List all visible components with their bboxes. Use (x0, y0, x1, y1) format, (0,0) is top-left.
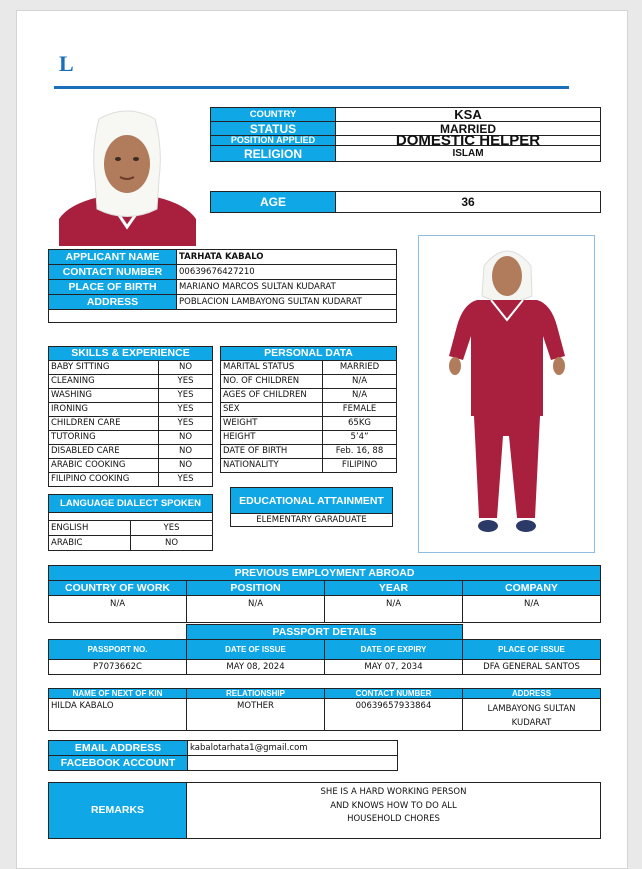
personal-value: 5’4” (323, 431, 397, 445)
skills-title: SKILLS & EXPERIENCE (49, 347, 213, 361)
age-label: AGE (211, 192, 336, 213)
employment-header: YEAR (325, 581, 463, 596)
employment-header: POSITION (187, 581, 325, 596)
header-rule (54, 86, 569, 89)
remarks-table (48, 782, 601, 839)
personal-title: PERSONAL DATA (221, 347, 397, 361)
skills-table (48, 346, 213, 487)
personal-value: FILIPINO (323, 459, 397, 473)
language-table (48, 494, 213, 551)
skill-name: TUTORING (49, 431, 159, 445)
position-label: POSITION APPLIED (211, 136, 336, 146)
passport-header: PASSPORT NO. (49, 640, 187, 660)
country-value: KSA (336, 108, 601, 122)
facebook-value (188, 756, 398, 771)
skill-name: CHILDREN CARE (49, 417, 159, 431)
employment-header: COUNTRY OF WORK (49, 581, 187, 596)
personal-value: N/A (323, 375, 397, 389)
personal-label: WEIGHT (221, 417, 323, 431)
employment-header: COMPANY (463, 581, 601, 596)
kin-address-line: LAMBAYONG SULTAN (487, 704, 576, 714)
passport-cell: MAY 08, 2024 (187, 660, 325, 675)
remarks-label: REMARKS (49, 783, 187, 839)
employment-cell: N/A (463, 596, 601, 623)
personal-label: NO. OF CHILDREN (221, 375, 323, 389)
address-value: POBLACION LAMBAYONG SULTAN KUDARAT (177, 295, 397, 310)
skill-value: YES (159, 389, 213, 403)
age-block (210, 191, 601, 213)
language-value: YES (131, 521, 213, 536)
language-title: LANGUAGE DIALECT SPOKEN (49, 495, 213, 513)
personal-label: HEIGHT (221, 431, 323, 445)
skill-name: WASHING (49, 389, 159, 403)
education-table (230, 487, 393, 527)
skill-name: IRONING (49, 403, 159, 417)
applicant-name-value: TARHATA KABALO (177, 250, 397, 265)
kin-name: HILDA KABALO (49, 699, 187, 731)
passport-blank (463, 625, 601, 640)
skill-value: NO (159, 445, 213, 459)
language-spacer (49, 513, 213, 521)
status-value: MARRIED (336, 122, 601, 136)
employment-cell: N/A (325, 596, 463, 623)
kin-relationship: MOTHER (187, 699, 325, 731)
skill-value: NO (159, 431, 213, 445)
religion-label: RELIGION (211, 146, 336, 162)
personal-value: N/A (323, 389, 397, 403)
headshot-photo (59, 109, 196, 246)
language-name: ARABIC (49, 536, 131, 551)
applicant-block (48, 249, 397, 323)
skill-name: FILIPINO COOKING (49, 473, 159, 487)
personal-value: 65KG (323, 417, 397, 431)
top-info-block (210, 107, 601, 162)
skill-value: YES (159, 403, 213, 417)
full-body-photo (418, 235, 595, 553)
personal-label: SEX (221, 403, 323, 417)
kin-contact: 00639657933864 (325, 699, 463, 731)
kin-address-line: KUDARAT (511, 718, 552, 728)
kin-header: CONTACT NUMBER (325, 689, 463, 699)
passport-cell: MAY 07, 2034 (325, 660, 463, 675)
passport-header: DATE OF ISSUE (187, 640, 325, 660)
skill-name: CLEANING (49, 375, 159, 389)
kin-header: ADDRESS (463, 689, 601, 699)
skill-value: NO (159, 459, 213, 473)
blank-row (49, 310, 397, 323)
personal-label: AGES OF CHILDREN (221, 389, 323, 403)
remarks-text (187, 783, 601, 839)
passport-header: PLACE OF ISSUE (463, 640, 601, 660)
passport-blank (49, 625, 187, 640)
remarks-line: SHE IS A HARD WORKING PERSON (320, 787, 467, 797)
personal-label: MARITAL STATUS (221, 361, 323, 375)
status-label: STATUS (211, 122, 336, 136)
kin-address (463, 699, 601, 731)
personal-label: DATE OF BIRTH (221, 445, 323, 459)
skill-value: YES (159, 473, 213, 487)
employment-title: PREVIOUS EMPLOYMENT ABROAD (49, 566, 601, 581)
email-value[interactable]: kabalotarhata1@gmail.com (188, 741, 398, 756)
contact-number-value: 00639676427210 (177, 265, 397, 280)
employment-cell: N/A (187, 596, 325, 623)
facebook-label: FACEBOOK ACCOUNT (49, 756, 188, 771)
skill-name: DISABLED CARE (49, 445, 159, 459)
language-name: ENGLISH (49, 521, 131, 536)
kin-table (48, 688, 601, 731)
skill-name: BABY SITTING (49, 361, 159, 375)
passport-table (48, 624, 601, 675)
kin-header: NAME OF NEXT OF KIN (49, 689, 187, 699)
personal-value: MARRIED (323, 361, 397, 375)
skill-name: ARABIC COOKING (49, 459, 159, 473)
personal-value: Feb. 16, 88 (323, 445, 397, 459)
personal-value: FEMALE (323, 403, 397, 417)
birthplace-value: MARIANO MARCOS SULTAN KUDARAT (177, 280, 397, 295)
personal-data-table (220, 346, 397, 473)
address-label: ADDRESS (49, 295, 177, 310)
position-value: DOMESTIC HELPER (336, 136, 601, 146)
remarks-line: HOUSEHOLD CHORES (347, 814, 440, 824)
language-value: NO (131, 536, 213, 551)
employment-table (48, 565, 601, 623)
resume-page (16, 10, 628, 869)
kin-header: RELATIONSHIP (187, 689, 325, 699)
contact-number-label: CONTACT NUMBER (49, 265, 177, 280)
skill-value: NO (159, 361, 213, 375)
contact-table (48, 740, 398, 771)
education-title: EDUCATIONAL ATTAINMENT (231, 488, 393, 514)
religion-value: ISLAM (336, 146, 601, 162)
applicant-name-label: APPLICANT NAME (49, 250, 177, 265)
skill-value: YES (159, 417, 213, 431)
passport-title: PASSPORT DETAILS (187, 625, 463, 640)
remarks-line: AND KNOWS HOW TO DO ALL (330, 800, 457, 811)
age-value: 36 (336, 192, 601, 213)
logo: L (59, 51, 74, 76)
passport-cell: DFA GENERAL SANTOS (463, 660, 601, 675)
email-label: EMAIL ADDRESS (49, 741, 188, 756)
skill-value: YES (159, 375, 213, 389)
personal-label: NATIONALITY (221, 459, 323, 473)
education-value: ELEMENTARY GARADUATE (231, 514, 393, 527)
passport-header: DATE OF EXPIRY (325, 640, 463, 660)
country-label: COUNTRY (211, 108, 336, 122)
employment-cell: N/A (49, 596, 187, 623)
passport-cell: P7073662C (49, 660, 187, 675)
birthplace-label: PLACE OF BIRTH (49, 280, 177, 295)
